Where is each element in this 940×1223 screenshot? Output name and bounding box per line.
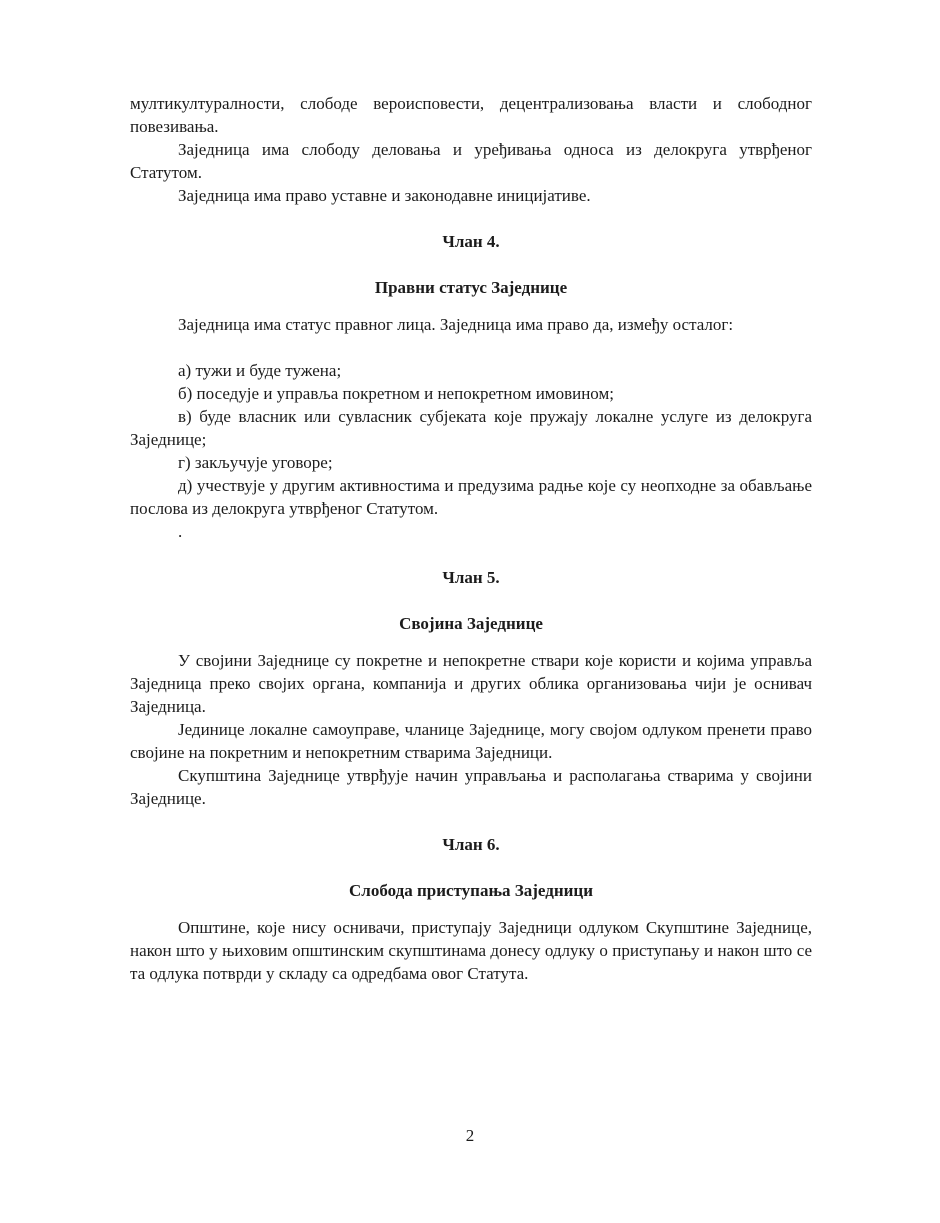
article-title: Својина Заједнице bbox=[399, 614, 543, 633]
list-item: а) тужи и буде тужена; bbox=[178, 361, 342, 380]
paragraph: Заједница има статус правног лица. Заједница има право да, између осталог: bbox=[178, 315, 734, 334]
article-heading: Члан 6. bbox=[442, 835, 500, 854]
paragraph: Општине, које нису оснивачи, приступају Заједници одлуком Скупштине Заједнице, након што у њиховим општинским скупштинама донесу одлуку о приступању и након што се та одлука потврди у складу са одредбама овог Статута. bbox=[130, 918, 812, 983]
paragraph: Скупштина Заједнице утврђује начин управљања и располагања стварима у својини Заједнице. bbox=[130, 766, 812, 808]
document-body bbox=[130, 92, 812, 985]
list-item: в) буде власник или сувласник субјеката које пружају локалне услуге из делокруга Заједнице; bbox=[130, 407, 812, 449]
list-item: г) закључује уговоре; bbox=[178, 453, 333, 472]
list-item: д) учествује у другим активностима и предузима радње које су неопходне за обављање послова из делокруга утврђеног Статутом. bbox=[130, 476, 812, 518]
article-list bbox=[130, 359, 812, 543]
list-item: б) поседује и управља покретном и непокретном имовином; bbox=[178, 384, 614, 403]
article-heading: Члан 5. bbox=[442, 568, 500, 587]
article-title: Правни статус Заједнице bbox=[374, 278, 568, 297]
paragraph: мултикултуралности, слободе вероисповести, децентрализовања власти и слободног повезивања. bbox=[130, 94, 812, 136]
paragraph: Јединице локалне самоуправе, чланице Заједнице, могу својом одлуком пренети право својине на покретним и непокретним стварима Заједници. bbox=[130, 720, 812, 762]
paragraph: Заједница има слободу деловања и уређивања односа из делокруга утврђеног Статутом. bbox=[130, 140, 812, 182]
page-number: 2 bbox=[465, 1126, 475, 1145]
list-item: . bbox=[178, 522, 183, 541]
article-title: Слобода приступања Заједници bbox=[349, 881, 593, 900]
article-heading: Члан 4. bbox=[442, 232, 500, 251]
paragraph: Заједница има право уставне и законодавне иницијативе. bbox=[178, 186, 591, 205]
paragraph: У својини Заједнице су покретне и непокретне ствари које користи и којима управља Заједница преко својих органа, компанија и других облика организовања чији је оснивач Заједница. bbox=[130, 651, 812, 716]
